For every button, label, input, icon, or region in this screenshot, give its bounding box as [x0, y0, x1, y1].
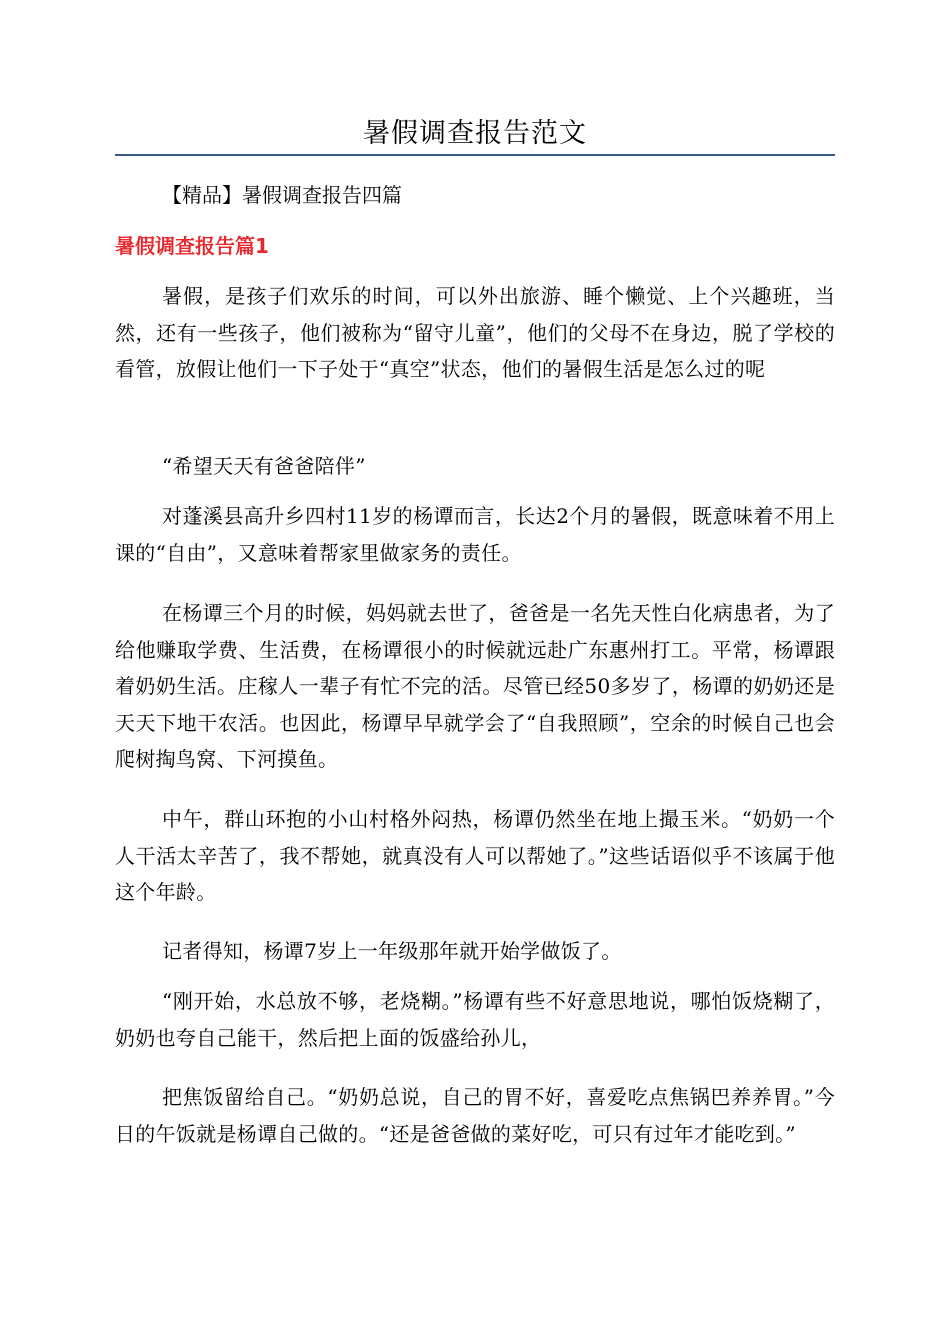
paragraph-burnt-rice: “刚开始，水总放不够，老烧糊。”杨谭有些不好意思地说，哪怕饭烧糊了，奶奶也夸自己能干，然后把上面的饭盛给孙儿， — [115, 989, 835, 1050]
document-subtitle: 【精品】暑假调查报告四篇 — [162, 183, 402, 207]
section-heading: 暑假调查报告篇1 — [115, 234, 269, 258]
title-underline-rule — [115, 154, 835, 156]
paragraph-noon-work: 中午，群山环抱的小山村格外闷热，杨谭仍然坐在地上撮玉米。“奶奶一个人干活太辛苦了，我不帮她，就真没有人可以帮她了。”这些话语似乎不该属于他这个年龄。 — [115, 807, 835, 904]
paragraph-grandma-stomach: 把焦饭留给自己。“奶奶总说，自己的胃不好，喜爱吃点焦锅巴养养胃。”今日的午饭就是杨谭自己做的。“还是爸爸做的菜好吃，可只有过年才能吃到。” — [115, 1085, 835, 1146]
paragraph-family-background: 在杨谭三个月的时候，妈妈就去世了，爸爸是一名先天性白化病患者，为了给他赚取学费、生活费，在杨谭很小的时候就远赴广东惠州打工。平常，杨谭跟着奶奶生活。庄稼人一辈子有忙不完的活。尽管已经50多岁了，杨谭的奶奶还是天天下地干农活。也因此，杨谭早早就学会了“自我照顾”，空余的时候自己也会爬树掏鸟窝、下河摸鱼。 — [115, 601, 835, 771]
paragraph-learned-cooking: 记者得知，杨谭7岁上一年级那年就开始学做饭了。 — [162, 939, 622, 963]
document-title: 暑假调查报告范文 — [363, 118, 587, 149]
paragraph-intro: 暑假，是孩子们欢乐的时间，可以外出旅游、睡个懒觉、上个兴趣班，当然，还有一些孩子，他们被称为“留守儿童”，他们的父母不在身边，脱了学校的看管，放假让他们一下子处于“真空”状态，他们的暑假生活是怎么过的呢 — [115, 284, 835, 381]
paragraph-quote-heading: “希望天天有爸爸陪伴” — [162, 454, 366, 478]
paragraph-yang-tan-summer: 对蓬溪县高升乡四村11岁的杨谭而言，长达2个月的暑假，既意味着不用上课的“自由”，又意味着帮家里做家务的责任。 — [115, 504, 835, 565]
